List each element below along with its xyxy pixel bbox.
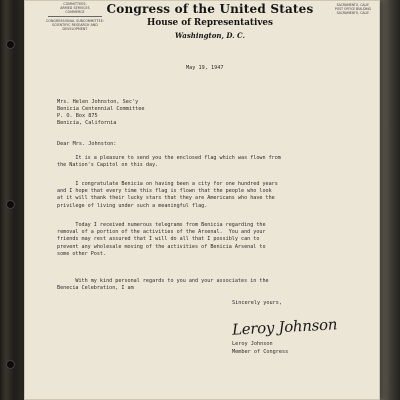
letterhead-office xyxy=(330,3,376,16)
signer-name: Leroy Johnson xyxy=(232,341,273,347)
letterhead-committees xyxy=(44,2,106,31)
committee-line: SCIENTIFIC RESEARCH AND xyxy=(52,22,98,27)
committees-heading: COMMITTEES: xyxy=(63,2,87,6)
committee-line: DEVELOPMENT xyxy=(62,26,88,31)
committee-line: ARMED SERVICES xyxy=(60,6,90,10)
handwritten-signature: Leroy Johnson xyxy=(231,315,338,339)
page-edge xyxy=(380,0,400,400)
recipient-line: Benicia, California xyxy=(57,120,117,126)
body-paragraph: I congratulate Benicia on having been a city for one hundred years and I hope that every time this flag is flown that the people who look at it will thank their lucky stars that they are Americans who have the privilege of living under such a meaningful flag. xyxy=(57,181,278,209)
letterhead-city: Washington, D. C. xyxy=(175,31,245,40)
letterhead-house: House of Representatives xyxy=(147,18,273,28)
office-line: SACRAMENTO, CALIF. xyxy=(336,11,370,16)
recipient-line: Mrs. Helen Johnston, Sec'y xyxy=(57,99,139,105)
office-line: SACRAMENTO, CALIF. xyxy=(336,3,370,7)
recipient-line: P. O. Box 875 xyxy=(57,113,98,119)
body-paragraph: Today I received numerous telegrams from Benicia regarding the removal of a portion of the activities of the Arsenal. You and your friends may rest assured that I will do all that I possibly can to prevent any wholesale moving of the activities of Benicia Arsenal to some other Post. xyxy=(57,222,266,257)
binder-hole xyxy=(6,200,15,209)
signer-title: Member of Congress xyxy=(232,349,289,355)
body-paragraph: It is a pleasure to send you the enclosed flag which was flown from the Nation's Capitol on this day. xyxy=(57,155,281,169)
binder-hole xyxy=(6,360,15,369)
letter-date: May 19, 1947 xyxy=(186,65,224,71)
divider xyxy=(48,16,102,17)
body-paragraph: With my kind personal regards to you and your associates in the Benecia Celebration, I am xyxy=(57,278,269,292)
recipient-line: Benicia Centennial Committee xyxy=(57,106,145,112)
committee-line: COMMERCE xyxy=(65,10,85,14)
letterhead-title: Congress of the United States xyxy=(106,2,314,16)
committee-line: CONGRESSIONAL SUBCOMMITTEE: xyxy=(46,18,104,23)
office-line: POST OFFICE BUILDING xyxy=(334,7,372,12)
salutation: Dear Mrs. Johnston: xyxy=(57,141,117,147)
closing: Sincerely yours, xyxy=(232,300,282,306)
binder-hole xyxy=(6,40,15,49)
